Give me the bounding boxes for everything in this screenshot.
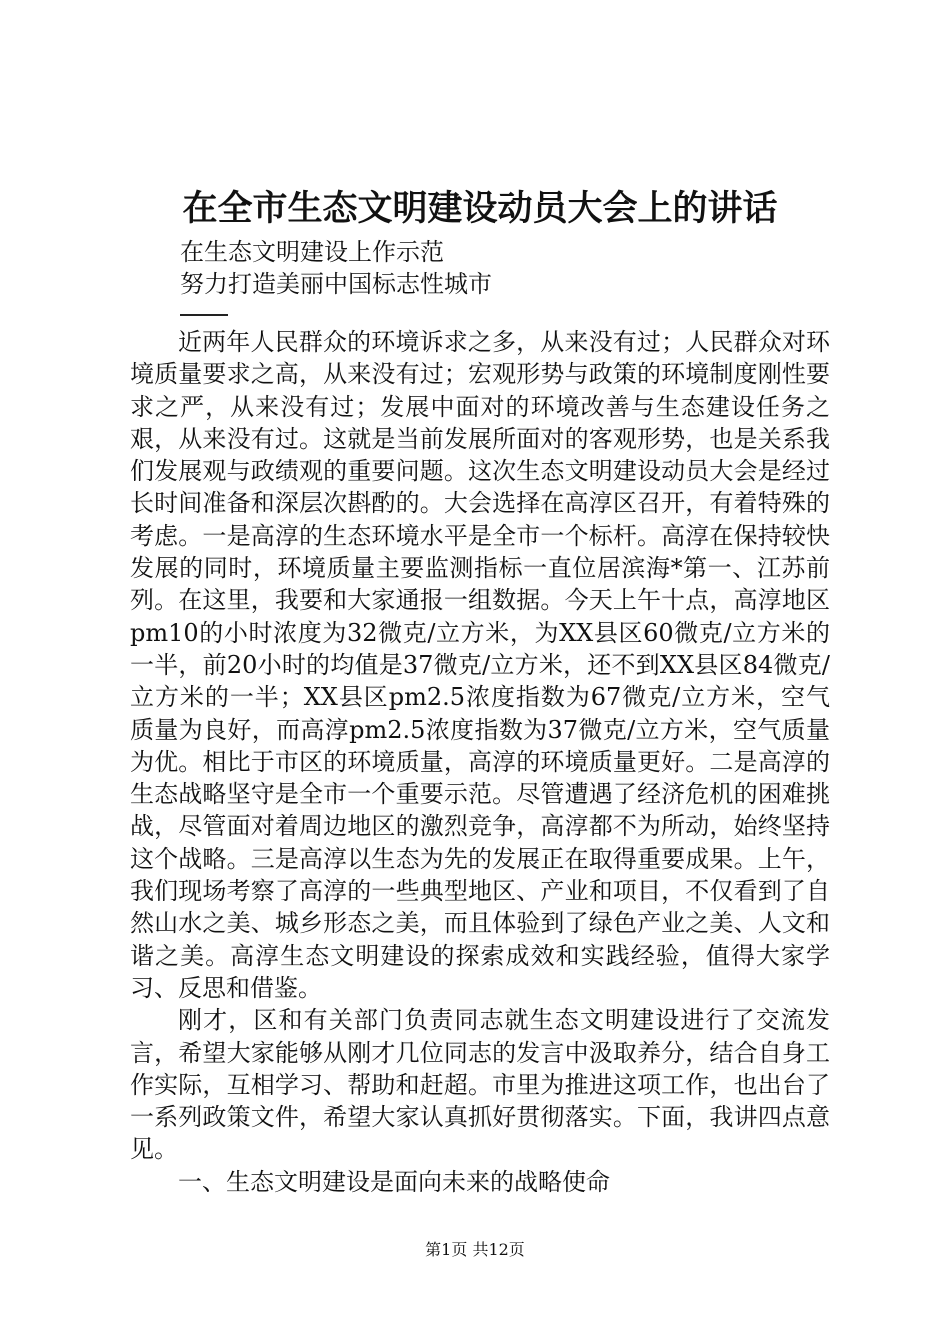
subtitle-dash-divider [180,314,228,316]
section-heading-1: 一、生态文明建设是面向未来的战略使命 [178,1167,610,1196]
document-title: 在全市生态文明建设动员大会上的讲话 [182,188,778,229]
body-paragraph-2: 刚才，区和有关部门负责同志就生态文明建设进行了交流发言，希望大家能够从刚才几位同志的发言中汲取养分，结合自身工作实际，互相学习、帮助和赶超。市里为推进这项工作，也出台了一系列政策文件，希望大家认真抓好贯彻落实。下面，我讲四点意见。 [130,1006,830,1164]
document-body [130,326,830,1198]
subtitle-line-2: 努力打造美丽中国标志性城市 [180,270,492,298]
page-number-footer: 第1页 共12页 [425,1240,525,1259]
body-paragraph-1: 近两年人民群众的环境诉求之多，从来没有过；人民群众对环境质量要求之高，从来没有过；宏观形势与政策的环境制度刚性要求之严，从来没有过；发展中面对的环境改善与生态建设任务之艰，从来没有过。这就是当前发展所面对的客观形势，也是关系我们发展观与政绩观的重要问题。这次生态文明建设动员大会是经过长时间准备和深层次斟酌的。大会选择在高淳区召开，有着特殊的考虑。一是高淳的生态环境水平是全市一个标杆。高淳在保持较快发展的同时，环境质量主要监测指标一直位居滨海*第一、江苏前列。在这里，我要和大家通报一组数据。今天上午十点，高淳地区pm10的小时浓度为32微克/立方米，为XX县区60微克/立方米的一半，前20小时的均值是37微克/立方米，还不到XX县区84微克/立方米的一半；XX县区pm2.5浓度指数为67微克/立方米，空气质量为良好，而高淳pm2.5浓度指数为37微克/立方米，空气质量为优。相比于市区的环境质量，高淳的环境质量更好。二是高淳的生态战略坚守是全市一个重要示范。尽管遭遇了经济危机的困难挑战，尽管面对着周边地区的激烈竞争，高淳都不为所动，始终坚持这个战略。三是高淳以生态为先的发展正在取得重要成果。上午，我们现场考察了高淳的一些典型地区、产业和项目，不仅看到了自然山水之美、城乡形态之美，而且体验到了绿色产业之美、人文和谐之美。高淳生态文明建设的探索成效和实践经验，值得大家学习、反思和借鉴。 [130,328,830,1002]
subtitle-line-1: 在生态文明建设上作示范 [180,238,444,266]
